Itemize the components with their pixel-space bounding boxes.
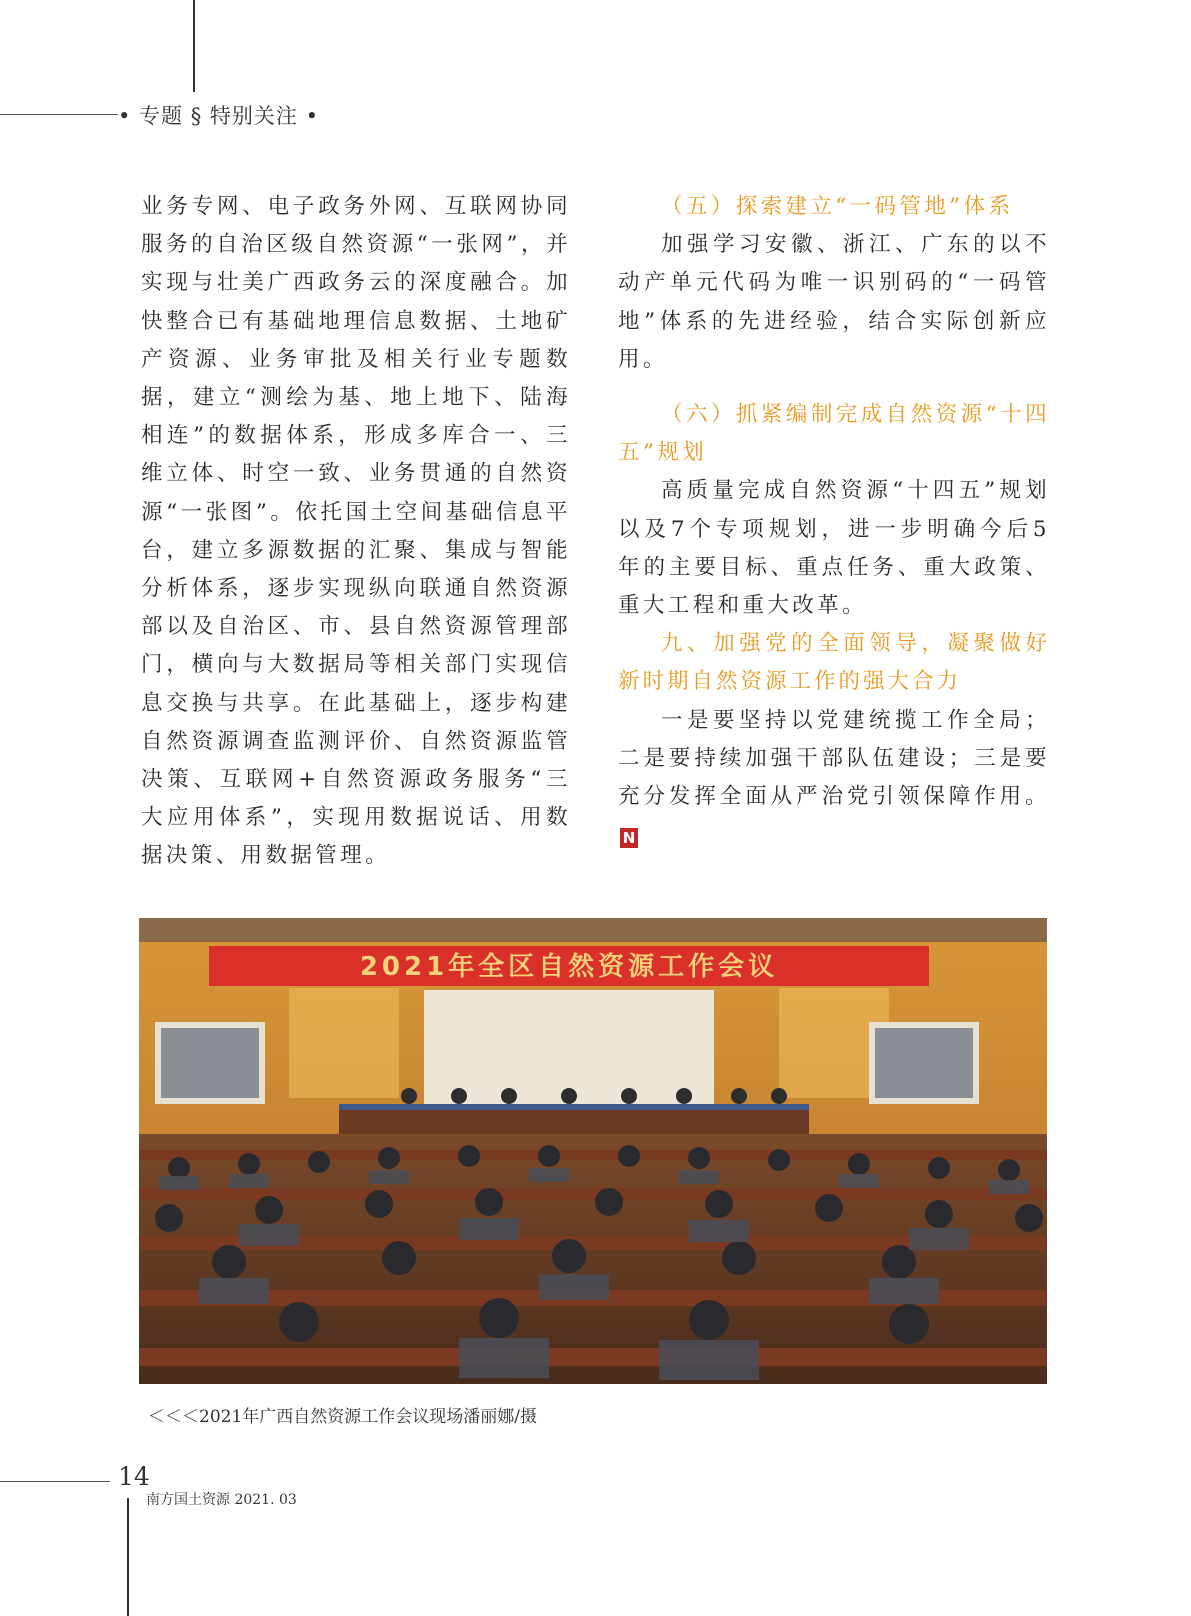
left-column (141, 188, 571, 876)
conference-photo (139, 918, 1047, 1384)
section-9-body: 一是要坚持以党建统揽工作全局；二是要持续加强干部队伍建设；三是要充分发挥全面从严治党引领保障作用。 (618, 707, 1050, 810)
top-vertical-rule (193, 0, 195, 92)
section-6-title: （六）抓紧编制完成自然资源“十四五”规划 (618, 402, 1050, 466)
left-paragraph: 业务专网、电子政务外网、互联网协同服务的自治区级自然资源“一张网”，并实现与壮美广西政务云的深度融合。加快整合已有基础地理信息数据、土地矿产资源、业务审批及相关行业专题数据，建立“测绘为基、地上地下、陆海相连”的数据体系，形成多库合一、三维立体、时空一致、业务贯通的自然资源“一张图”。依托国土空间基础信息平台，建立多源数据的汇聚、集成与智能分析体系，逐步实现纵向联通自然资源部以及自治区、市、县自然资源管理部门，横向与大数据局等相关部门实现信息交换与共享。在此基础上，逐步构建自然资源调查监测评价、自然资源监管决策、互联网+自然资源政务服务“三大应用体系”，实现用数据说话、用数据决策、用数据管理。 (141, 194, 571, 869)
section-5-body: 加强学习安徽、浙江、广东的以不动产单元代码为唯一识别码的“一码管地”体系的先进经验，结合实际创新应用。 (618, 232, 1050, 372)
page-number: 14 (118, 1462, 150, 1491)
header-rule (0, 114, 118, 115)
banner-text: 2021年全区自然资源工作会议 (359, 952, 779, 982)
bottom-vertical-rule (127, 1498, 129, 1616)
section-5-title: （五）探索建立“一码管地”体系 (661, 194, 1014, 219)
journal-name: 南方国土资源 2021. 03 (146, 1492, 297, 1508)
right-column (618, 188, 1050, 854)
section-6-body: 高质量完成自然资源“十四五”规划以及7个专项规划，进一步明确今后5年的主要目标、重点任务、重大政策、重大工程和重大改革。 (618, 478, 1050, 619)
footer-rule (0, 1481, 110, 1482)
section-9-body-wrap (618, 702, 1050, 855)
photo-caption: ＜＜＜2021年广西自然资源工作会议现场潘丽娜/摄 (148, 1407, 537, 1427)
section-header: • 专题 § 特别关注 • (118, 104, 319, 128)
end-mark-icon: N (620, 828, 638, 848)
section-9-title: 九、加强党的全面领导，凝聚做好新时期自然资源工作的强大合力 (618, 631, 1050, 695)
